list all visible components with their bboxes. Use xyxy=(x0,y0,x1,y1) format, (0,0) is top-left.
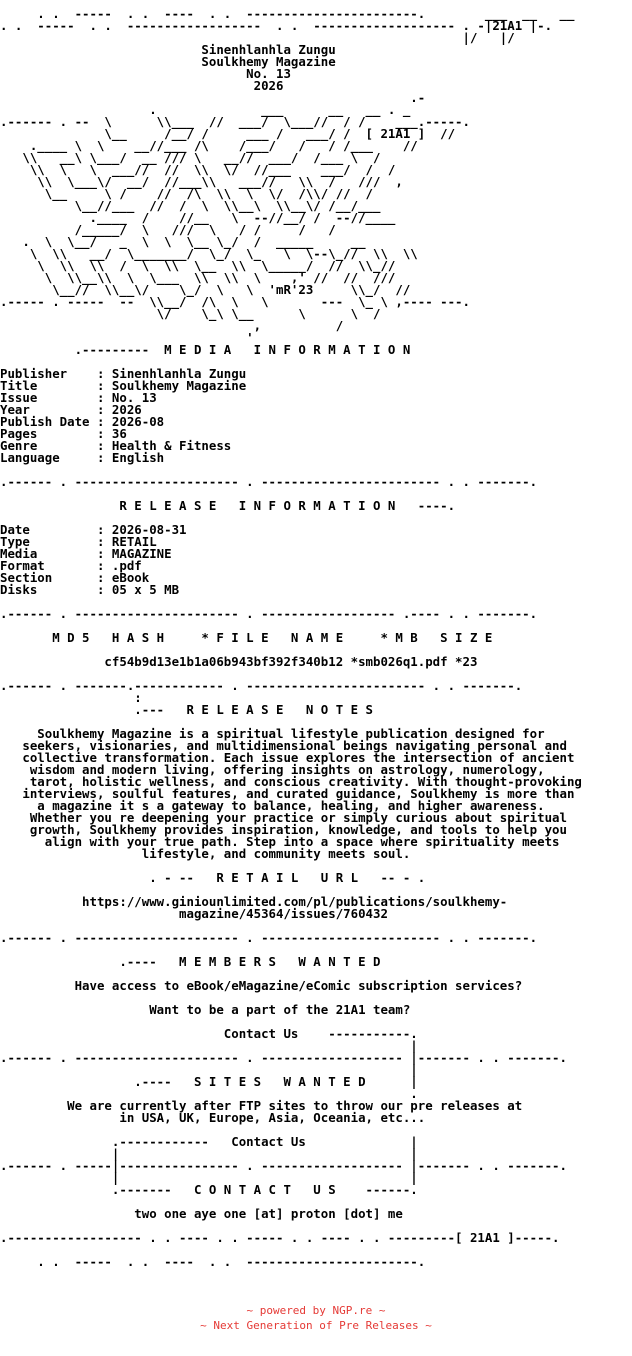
powered-by-link[interactable]: ~ powered by NGP.re ~ xyxy=(246,1304,386,1317)
ngp-tagline-link[interactable]: ~ Next Generation of Pre Releases ~ xyxy=(200,1319,432,1332)
page-footer xyxy=(0,1303,632,1333)
nfo-text-block: . . ----- . . ---- . . -----------------------. ___ __ __ . . ----- . . ------------------ . . ------------------- . -|21A1 |-. |/ |/ Sinenhlanhla Zungu Soulkhemy Magazine No. 13 2026 .- . ___ __ __ . _ .------ . -- \ \\___ // ___/ \___// / / ___.-----. \__ /__/ / ___ / ___/ / [ 21A1 ] // .____ \ \ __//___ /\ /___/ / / /___ // \\ __\ \___/ __ /// \ __// ___/ /___ \ / \\ \ \ ___// // \\ \/ //___ ___/ / / \\ \___\/ __/ //___\\ ___// \\ / /// , \__ \ / // /\ \\ \ \/ /\\/ // / \__//___ // / \ \\__\ \\__\/ /__/___ .____ / //__ \ --//__/ / --//____ /_____/ \ /// \ / / / / . \ \__/ _ \ \ \__ \_/ / _____ __ \ \\ __/ \_______/ \_/ \_ \ \--\_// \\ \\ \ \\ \\ / \ \\ \__ \\ \_____/ // \\_// \ \\__\\ \ \___ \\ \\ \ ,' // // /// \__// \\__\/ \_/ \ \ 'mR'23 \\_/ // .----- . ----- -- \\__/ /\ \ \ --- \_ \ ,---- ---. \/ \_\ \__ \ \ / , / ' .--------- M E D I A I N F O R M A T I O N Publisher : Sinenhlanhla Zungu Title : Soulkhemy Magazine Issue : No. 13 Year : 2026 Publish Date : 2026-08 Pages : 36 Genre : Health & Fitness Language : English .------ . ---------------------- . ------------------------ . . -------. R E L E A S E I N F O R M A T I O N ----. Date : 2026-08-31 Type : RETAIL Media : MAGAZINE Format : .pdf Section : eBook Disks : 05 x 5 MB .------ . ---------------------- . ------------------ .---- . . -------. M D 5 H A S H * F I L E N A M E * M B S I Z E cf54b9d13e1b1a06b943bf392f340b12 *smb026q1.pdf *23 .------ . -------.------------ . ------------------------ . . -------. : .--- R E L E A S E N O T E S Soulkhemy Magazine is a spiritual lifestyle publication designed for seekers, visionaries, and multidimensional beings navigating personal and collective transformation. Each issue explores the intersection of ancient wisdom and modern living, offering insights on astrology, numerology, tarot, holistic wellness, and conscious creativity. With thought-provoking interviews, soulful features, and curated guidance, Soulkhemy is more than a magazine it s a gateway to balance, healing, and higher awareness. Whether you re deepening your practice or simply curious about spiritual growth, Soulkhemy provides inspiration, knowledge, and tools to help you align with your true path. Step into a space where spirituality meets lifestyle, and community meets soul. . - -- R E T A I L U R L -- - . https://www.giniounlimited.com/pl/publications/soulkhemy- magazine/45364/issues/760432 .------ . ---------------------- . ------------------------ . . -------. .---- M E M B E R S W A N T E D Have access to eBook/eMagazine/eComic subscription services? Want to be a part of the 21A1 team? Contact Us -----------. | .------ . ---------------------- . ------------------- |------- . . -------. | .---- S I T E S W A N T E D | . We are currently after FTP sites to throw our pre releases at in USA, UK, Europe, Asia, Oceania, etc... .------------ Contact Us | | | .------ . -----|---------------- . ------------------- |------- . . -------. | | .------- C O N T A C T U S ------. two one aye one [at] proton [dot] me .------------------ . . ---- . . ----- . . ---- . . ---------[ 21A1 ]-----. . . ----- . . ---- . . -----------------------. xyxy=(0,6,582,1269)
